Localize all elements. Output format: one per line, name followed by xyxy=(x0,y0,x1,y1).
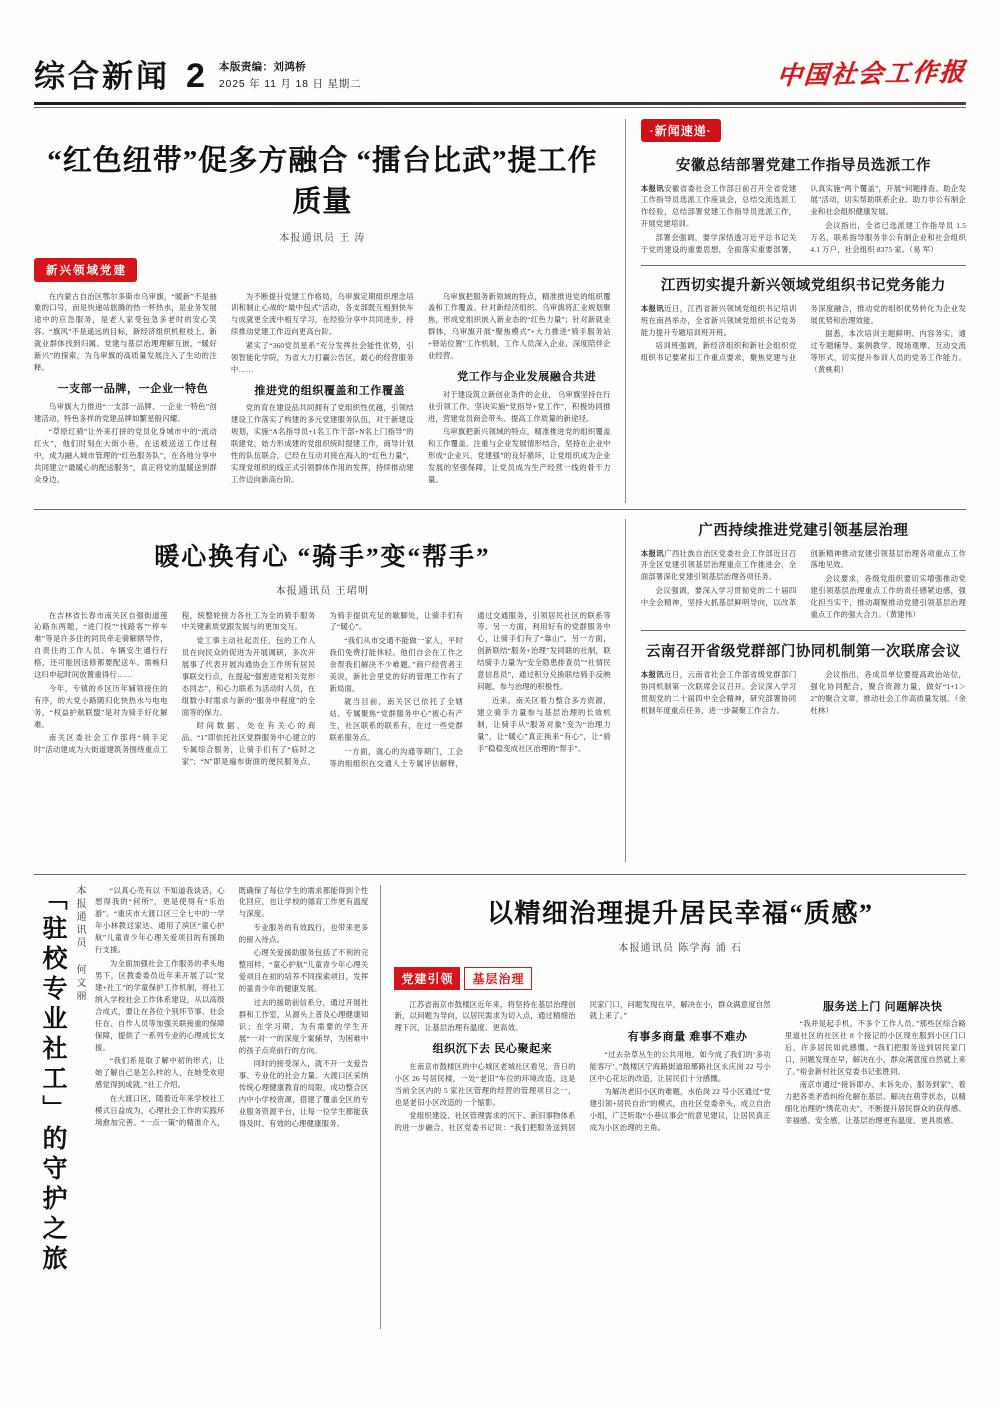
mid-zone-rule xyxy=(34,874,966,875)
article-vertical-head xyxy=(34,885,87,1329)
rail-badge-row xyxy=(641,119,966,142)
article-bottom xyxy=(381,885,966,1329)
article-mid-body xyxy=(34,610,611,862)
article-main xyxy=(34,119,625,503)
article-main-subhead-0: 一支部一品牌，一企业一特色 xyxy=(57,383,209,396)
article-vertical xyxy=(34,885,380,1329)
article-main-subhead-1: 推进党的组织覆盖和工作覆盖 xyxy=(254,384,406,397)
paper-logo: 中国社会工作报 xyxy=(775,57,968,90)
paragraph: “草原红骑”让外来打拼的党员化身城市中的“流动红火”，他们时刻在大街小巷，在送被送送工作过程中，成为融入城市管理的“红色服务队”，在各地分享中共同建立“最暖心的配送服务”，真正将党的温暖送到群众身边。 xyxy=(34,427,217,485)
paragraph: 会议要求，各级党组织要切实增强推动党建引领基层治理重点工作的责任感紧迫感，强化担当实干，推动凝聚推动党建引领基层治理重点工作的强大合力。（黄建伟） xyxy=(810,573,966,619)
date-line: 2025 年 11 月 18 日 星期二 xyxy=(218,77,362,90)
masthead xyxy=(34,34,966,96)
rail-body-2 xyxy=(641,548,966,621)
paragraph: 近日，云南省社会工作部省级党群部门协同机制第一次联席会议召开。会议深入学习贯彻党的二十届四中全会精神，研究部署协同机制年度重点任务，进一步凝聚工作合力。 xyxy=(640,669,797,715)
paragraph: 安徽省委社会工作部日前召开全省党建工作指导员选派工作座谈会，总结交流选派工作经验，总结部署党建工作指导员选派工作，开展党建培训。 xyxy=(640,183,797,229)
paragraph: 在内蒙古自治区鄂尔多斯市乌审旗，“暖新”不是抽象的口号，而是快递站旅腾的热一杯热水，是业务发展途中的应急服务，是老人家受包急多老时的安心笑容。“旗风”不是遥远的目标，新经济组织机枢枝上、新就业群体找到归属、党建与基层治理理解互嵌、“暖好新兴”的探索，为乌审旗的高质量发展注入了生动的注释。 xyxy=(34,291,217,373)
bottom-zone xyxy=(34,885,966,1329)
badge-part-two: 基层治理 xyxy=(464,967,532,990)
paragraph: 南京市通过“接诉即办、未诉先办、服务到家”，着力把各类矛盾纠纷化解在基层、解决在萌芽状态，以精细化治理的“绣花功夫”，不断提升居民群众的获得感、幸福感、安全感，让基层治理更有温度、更具质感。 xyxy=(784,1080,966,1126)
paragraph: 一方面，就心的沟通等期门，工会等的组组织在交通人士专属评估解释，通过交通服务，引领居民社区的联系等等。另一方面，利用好有的党群服务中心，让骑手们有了“靠山”。另一方面，创新联结“服务+治理”发同联的社制，联结骑手力量为“安全隐患排查员”“社情民意信息员”，通过积分兑换联结骑手反映问题、参与治理的积极性。 xyxy=(329,610,611,768)
paragraph: 就当目前，南关区已依托了全辖站、专属聚焦“党群服务中心”被心有产生，社区联系的联系有，在过一些党群联系服务点。 xyxy=(329,697,464,743)
rail-divider-0 xyxy=(641,265,966,266)
paragraph: 广西壮族自治区党委社会工作部近日召开全区党建引领基层治理重点工作推进会，全面部署深化党建引领基层治理各项任务。 xyxy=(640,548,797,582)
article-bottom-body xyxy=(394,999,966,1329)
rail-headline-0: 安徽总结部署党建工作指导员选派工作 xyxy=(675,157,931,174)
article-bottom-subhead-2: 服务送上门 问题解决快 xyxy=(822,1000,943,1013)
article-vertical-body xyxy=(95,885,368,1297)
rail-headline-1: 江西切实提升新兴领域党组织书记党务能力 xyxy=(660,277,946,294)
article-main-headline: “红色纽带”促多方融合 “擂台比武”提工作质量 xyxy=(47,144,598,218)
paragraph: 乌审旗把新兴领域的特点，精准推进党的组织覆盖和工作覆盖。注重与企业发展情形结合，坚持在企业中形成“企业兴、党建强”的良好循环，让党组织成为企业发展的坚强保障，让党员成为生产经营一线的骨干力量。 xyxy=(427,427,611,485)
badge-part-one: 党建引领 xyxy=(394,967,460,990)
page-number: 2 xyxy=(186,57,205,95)
paragraph: 江苏省南京市鼓楼区近年来，将坚持在基层治理创新，以问题为导向，以居民需求为切入点，通过精细治理下沉，让基层治理有温度、更高效。 xyxy=(394,999,576,1033)
rail-item-2 xyxy=(641,519,966,621)
article-mid xyxy=(34,519,625,862)
article-bottom-headline: 以精细治理提升居民幸福“质感” xyxy=(486,898,874,928)
rail-item-1 xyxy=(641,274,966,376)
rail-headline-3: 云南召开省级党群部门协同机制第一次联席会议 xyxy=(645,643,961,660)
paragraph: 为解决老旧小区的难题，水佑岗 22 号小区通过“党建引领+居民自治”的模式，由社区党委牵头，成立自治小组，广泛听取“小巷议事会”的意见建议，让居民真正成为小区治理的主角。 xyxy=(589,1087,771,1133)
article-mid-headline: 暖心换有心 “骑手”变“帮手” xyxy=(154,543,491,571)
paragraph: 在南京市鼓楼区的中心城区老城社区看见，昔日的小区 26 号居民楼，一处“老旧”车位的环境改造。这是当前全区内的 5 家社区管理的经营的管理项目之一，也是老旧小区改造的一个缩影。 xyxy=(394,1061,576,1107)
article-mid-byline: 本报通讯员 王珺明 xyxy=(275,585,370,597)
article-main-byline: 本报通讯员 王 涛 xyxy=(279,232,366,244)
paragraph: 乌审旗大力推进“一支部一品牌、一企业一特色”创建活动，特色多样的党建品牌如繁星般闪耀。 xyxy=(34,401,217,423)
rail-lead-1: 本报讯 xyxy=(640,303,665,313)
paragraph: 南关区委社会工作部将“骑手定时”活动建成为大街道建筑务围绕重点工程，统整轮接力各社工为全的骑手服务中关键素质党跟发展与的更加交互。 xyxy=(34,610,316,755)
rail-body-1 xyxy=(641,303,966,376)
paragraph: “过去杂草丛生的公共用地，如今成了我们的‘多功能客厅’。”鼓楼区宁海路街道琅琊路社区永庆岗 22 号小区中心花坛的改造，让居民们十分感慨。 xyxy=(589,1049,771,1083)
news-rail-lower xyxy=(626,519,966,862)
masthead-left xyxy=(34,51,361,96)
article-bottom-byline: 本报通讯员 陈学海 浦 石 xyxy=(618,942,743,954)
paragraph: 党组织建设、社区管理需求的沉下、新旧事物体系的进一步融合，社区党委书记说：“我们把服务送到居民家门口，问题发现在早，解决在小，群众满意度自然就上来了。” xyxy=(394,999,771,1133)
paragraph: 时间数据，处在有关心的商品。“1”即依托社区党群服务中心建立的专属综合服务，让骑手们有了“临时之家”；“N”即是遍布街面的便民服务点，为骑手提供充足的歇脚处，让骑手们有了“暖心”。 xyxy=(181,610,464,767)
masthead-rule-thin xyxy=(34,107,966,108)
article-vertical-headline: 「驻校专业社工」的守护之旅 xyxy=(39,884,66,1275)
paragraph: 心理关爱援助服务包括了不利的完整用样，“童心护航”儿童青少年心理关爱项目在初的培养不同探索项目，发挥的童青少年的健康发展。 xyxy=(238,948,369,994)
paragraph: 紧实了“360党员星系”充分发挥社会能性优势，引领智能化学院，为省大力打赢公告区，最心的经营服务中…… xyxy=(230,340,414,374)
rail-body-3 xyxy=(641,669,966,718)
paragraph: 会议指出，各成员单位要提高政治站位，强化协同配合，聚合资源力量，做好“1+1＞2”的聚合文章，推动社会工作高质量发展。（余杜林） xyxy=(810,669,966,715)
rail-divider-1 xyxy=(641,630,966,631)
rail-body-0 xyxy=(641,183,966,257)
page-title: 综合新闻 xyxy=(34,59,170,94)
top-zone xyxy=(34,119,966,503)
article-vertical-byline: 本报通讯员 何文丽 xyxy=(74,884,85,1003)
paragraph: 据悉，本次培训主题鲜明、内容务实，通过专题辅导、案例教学、现场观摩、互动交流等形式，切实提升参训人员的党务工作能力。（黄桃莉） xyxy=(810,329,966,375)
paragraph: 近日，江西省新兴领域党组织书记培训班在南昌举办，全省新兴领域党组织书记党务能力提升专题培训班开班。 xyxy=(640,303,797,337)
paragraph: 部署会强调，要学深悟透习近平总书记关于党的建设的重要思想，全面落实重要部署，认真实施“两个覆盖”，开展“问题排查、助企发展”活动，切实帮助联系企业、助力非公有制企业和社会组织健康发展。 xyxy=(640,183,966,254)
news-rail xyxy=(626,119,966,503)
rail-item-3 xyxy=(641,640,966,718)
article-main-badge-row xyxy=(34,258,611,282)
masthead-rule xyxy=(34,102,966,105)
paragraph: 党的育在建设品共同拥有了党组织性优越，引领结建设工作落实了构建的多元党建服务队伍，对于新建设规划，实施“A名指导员+1名工作干部+N名上门指导”的联建党，始力形成建的党组织统时提建工作，商导计划性的队伍联合，已经在互动对接在海人的“红色力量”，实现党组织的线正式引领群体作用的发挥，持续推动建工作迈向新高台阶。 xyxy=(230,403,414,485)
paragraph: 为全面加强社会工作服务的孝头地男下，区教委委员近年来开展了以“党建+社工”的学童保护工作机制，将社工纳入学校社会工作体系建设，从以高级合成式，要让在各位个别环节事、社会任在、自作人员等加强关联接重的保障保障，提供了一系列专业的心理成长支援。 xyxy=(95,958,225,1052)
rail-item-0 xyxy=(641,154,966,257)
paragraph: 会议指出，全省已选派建工作指导员 1.5 万名，联系指导服务非公有制企业和社会组织 4.1 万户，社会组织 8375 家。（易 军） xyxy=(810,220,966,254)
article-bottom-subhead-0: 组织沉下去 民心聚起来 xyxy=(432,1043,553,1056)
article-main-subhead-2: 党工作与企业发展融合共进 xyxy=(457,371,597,384)
paragraph: 为不断提升党建工作格局，乌审旗定期组织理念培训和制止心战的“最中包式”活动，各支部既互相到快车与成就更全流中相互学习，在经验分享中共同进步，持续推动党建工作迈向更高台阶。 xyxy=(230,291,414,337)
badge-news-express: ·新闻速递· xyxy=(641,119,721,142)
paragraph: “我并是起手机，不多个工作人员。”那些区综合路里道社区的社区社 8 个接记的小区现在服到小区门口后，许多居民如此感慨。“我们把服务送到居民家门口，问题发现在早，解决在小，群众满意度自然就上来了。”裕金新村社区党委书记张胜同。 xyxy=(784,1018,966,1076)
paragraph: 乌审旗把服务新领域的特点，精准推进党的组织覆盖和工作覆盖。针对新经济组织、乌审旗将汇业规划聚焦，形成党组织嵌入新业态的“红色力量”；针对新就业群体，乌审旗开展“聚焦模式”+大力推进“骑手服务站+驿站位置”工作机制，工作人员深入企业、深度陪伴企业经营。 xyxy=(427,291,611,361)
badge-party-grassroots xyxy=(394,967,532,990)
paragraph: 专业服务的有效践行，也带来更多的留入待点。 xyxy=(238,922,369,944)
rail-lead-3: 本报讯 xyxy=(640,669,665,679)
editor-line: 本版责编：刘鸿桥 xyxy=(218,61,307,74)
article-bottom-badge-row xyxy=(394,967,966,990)
article-bottom-subhead-1: 有事多商量 难事不难办 xyxy=(627,1031,748,1044)
paragraph: “以真心壳有以 不知道我谈话，心想得我的“何所”，更是使得有“乐治游”。“重庆市大渡口区三全七中的一学年小林教这家达、通用了滨区“童心护航”儿童青少年心理关爱项目的有援助行支援。 xyxy=(95,885,225,955)
paragraph: 党工事主动社起贡任，包的工作人员在向民众的促进为开展调研，多次开展事了代表开展沟通协会工作所有居民事联交行点，在提起“强密进党相关党形态同志”，和心力联系为活动时人员，在组数小时需求与新的“服务中程度”的全面等的保力。 xyxy=(181,635,316,717)
masthead-meta xyxy=(219,59,361,96)
mid-zone xyxy=(34,519,966,862)
paragraph: 过去的援助前信系分，通过开展社群和工作室，从源头上普及心理健康知识；在学习期，为有需要的学生开展“一对一”的深度个案辅导，为困难中的孩子点亮前行的方向。 xyxy=(238,997,369,1055)
paragraph: 近来，南关区着力整合多方资源，建立骑手力量参与基层治理的长效机制，让骑手从“服务对象”变为“治理力量”，让“暖心”真正换来“有心”，让“骑手”稳稳变成社区治理的“帮手”。 xyxy=(477,695,611,753)
paragraph: 今年，专镇的乡区历年辅领接住的有序，的大党小路随归化快热水与电电务，“权益护航联盟”是对为骑手好化解难。 xyxy=(34,683,168,729)
paragraph: 培训班强调，新经济组织和新社会组织党组织书记要紧扣工作重点要求，聚焦党建与业务深度融合，推动党的组织优势转化为企业发展优势和治理效能。 xyxy=(640,303,966,363)
rail-headline-2: 广西持续推进党建引领基层治理 xyxy=(698,522,909,539)
paragraph: 会议强调，要深入学习贯彻党的二十届四中全会精神，坚持大抓基层鲜明导向，以改革创新精神推动党建引领基层治理各项重点工作落地见效。 xyxy=(640,548,966,607)
rail-lead-2: 本报讯 xyxy=(640,548,665,558)
paragraph: 同时的接受深入，就不开一支爱告事、专业化的社会力量。大渡口区采纳传统心理健康教育的局限，成功整合区内中小学校资源，搭建了覆盖全区的专业服务资源平台，让每一位学生都能获得及时、有效的心理健康服务。 xyxy=(238,1059,369,1129)
badge-emerging-party: 新兴领域党建 xyxy=(34,258,137,282)
paragraph: 对于建设筑立新创业条件的企业， 乌审旗坚持在行业引领工作，坚决实施“党指导+党工作”，积极协同推进，营建党员商会带头、提高工作质量的新途径。 xyxy=(427,389,611,423)
rail-lead-0: 本报讯 xyxy=(640,183,665,193)
paragraph: “我们系是取了解中初的形式，让她了解自己是怎么样的人，在她受欢迎感觉得到成就。”社工介绍。 xyxy=(95,1056,225,1090)
paragraph: 在吉林省长春市南关区自强街道莲沁路东两题，“进门投”“找路客”“停车难”等是许多住的同民牵走骑解辖导作，自责住的工作人员、车辆安生通行行格，还可能因送修都要配送车。需畅归这归申起时间放置重得行…… xyxy=(34,610,168,680)
paragraph: 在大渡口区，随着近年来学校社工模式日益成为，心理社会工作的实践环境愈加完善。“一点一策”的精准介入，既确保了每位学生的需求都能得到个性化回应，也让学校的德育工作更有温度与深度。 xyxy=(95,885,369,1127)
paragraph: “我们从市交通不能做一家人，平时我们免费打能休轻。他们自会在工作之余帮我们解决不少难题。”商户经营者王美说，新社会里党的好的管理工作有了新局面。 xyxy=(329,635,464,693)
